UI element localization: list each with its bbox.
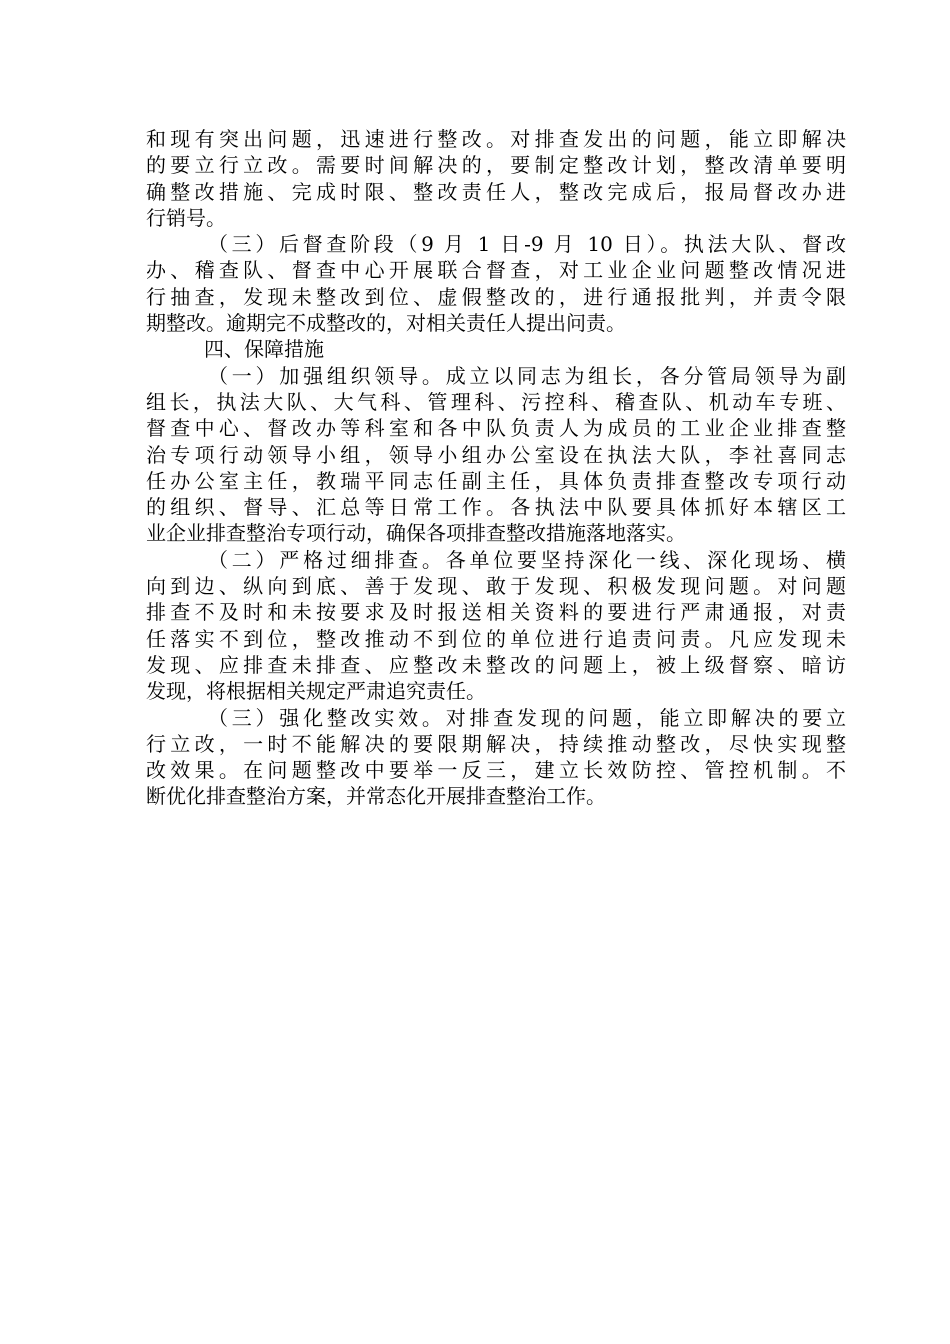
text-line: 发现、应排查未排查、应整改未整改的问题上，被上级督察、暗访 xyxy=(146,652,846,677)
text-line: 的组织、督导、汇总等日常工作。各执法中队要具体抓好本辖区工 xyxy=(146,495,846,520)
section-heading-line: （三）强化整改实效。对排查发现的问题，能立即解决的要立 xyxy=(208,705,846,730)
section-heading-line: （一）加强组织领导。成立以同志为组长，各分管局领导为副 xyxy=(208,363,846,388)
text-line: 的要立行立改。需要时间解决的，要制定整改计划，整改清单要明 xyxy=(146,153,846,178)
text-line: 排查不及时和未按要求及时报送相关资料的要进行严肃通报，对责 xyxy=(146,600,846,625)
section-heading-line: （二）严格过细排查。各单位要坚持深化一线、深化现场、横 xyxy=(208,547,846,572)
text-line: 行抽查，发现未整改到位、虚假整改的，进行通报批判，并责令限 xyxy=(146,284,846,309)
text-line: 业企业排查整治专项行动，确保各项排查整改措施落地落实。 xyxy=(146,521,686,546)
text-line: 和现有突出问题，迅速进行整改。对排查发出的问题，能立即解决 xyxy=(146,127,846,151)
text-line: 发现，将根据相关规定严肃追究责任。 xyxy=(146,679,486,704)
text-line: 确整改措施、完成时限、整改责任人，整改完成后，报局督改办进 xyxy=(146,179,846,204)
text-line: 办、稽查队、督查中心开展联合督查，对工业企业问题整改情况进 xyxy=(146,258,846,283)
text-line: 改效果。在问题整改中要举一反三，建立长效防控、管控机制。不 xyxy=(146,758,846,783)
text-line: 任办公室主任，教瑞平同志任副主任，具体负责排查整改专项行动 xyxy=(146,468,846,493)
text-line: 断优化排查整治方案，并常态化开展排查整治工作。 xyxy=(146,784,606,809)
text-line: 督查中心、督改办等科室和各中队负责人为成员的工业企业排查整 xyxy=(146,416,846,441)
text-line: 任落实不到位，整改推动不到位的单位进行追责问责。凡应发现未 xyxy=(146,626,846,651)
text-line: 组长，执法大队、大气科、管理科、污控科、稽查队、机动车专班、 xyxy=(146,389,846,414)
document-body xyxy=(146,126,846,810)
text-line: 期整改。逾期完不成整改的，对相关责任人提出问责。 xyxy=(146,311,626,336)
text-line: 行销号。 xyxy=(146,205,226,230)
text-line: 行立改，一时不能解决的要限期解决，持续推动整改，尽快实现整 xyxy=(146,731,846,756)
section-heading-line: （三）后督查阶段（9 月 1 日-9 月 10 日）。执法大队、督改 xyxy=(208,232,846,257)
text-line: 向到边、纵向到底、善于发现、敢于发现、积极发现问题。对问题 xyxy=(146,574,846,599)
text-line: 治专项行动领导小组，领导小组办公室设在执法大队，李社喜同志 xyxy=(146,442,846,467)
section-title: 四、保障措施 xyxy=(204,337,324,362)
